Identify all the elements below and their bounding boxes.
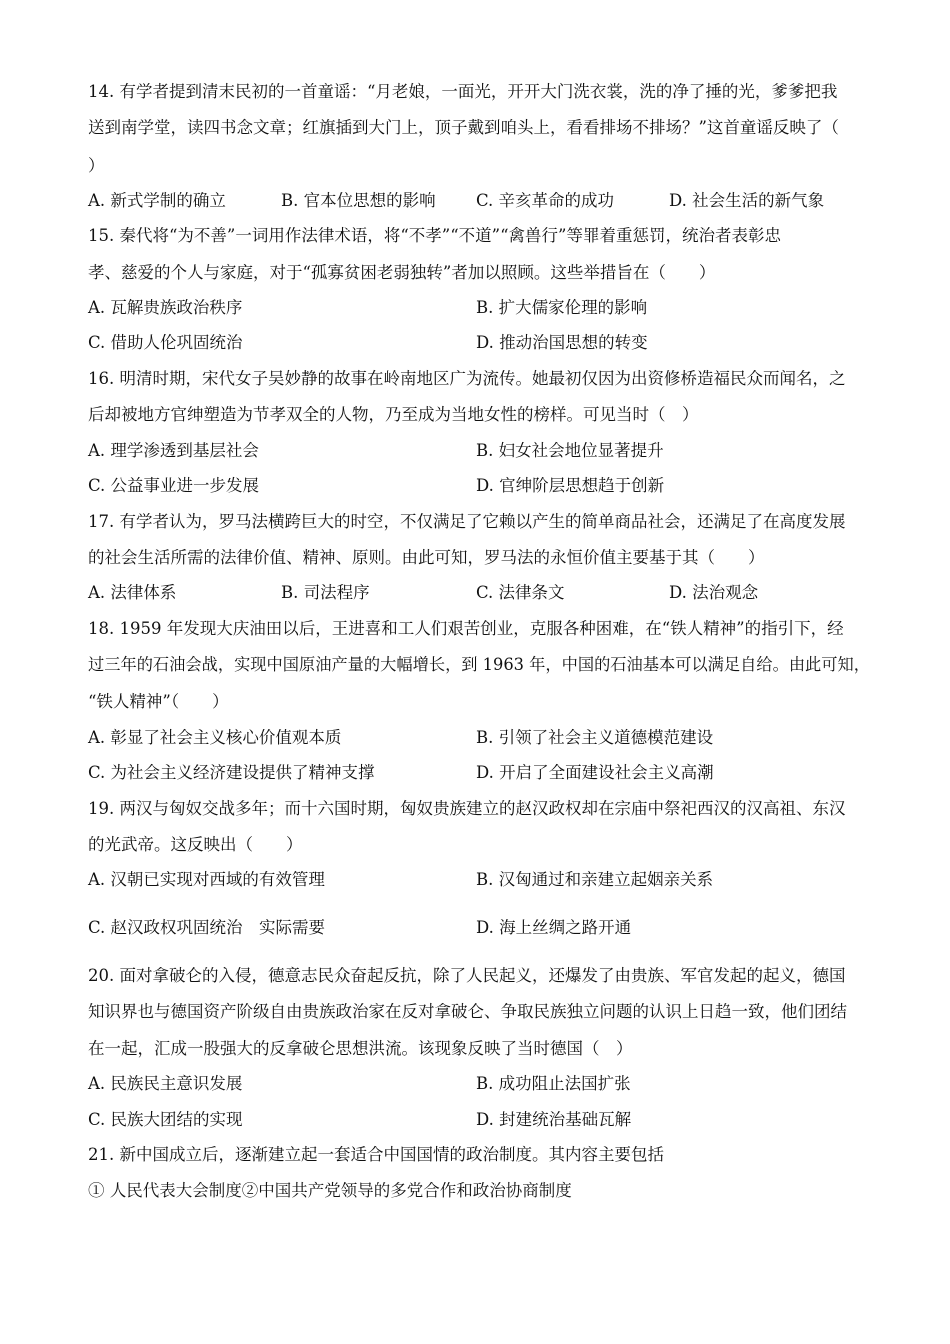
question-19-line-1: 19. 两汉与匈奴交战多年；而十六国时期，匈奴贵族建立的赵汉政权却在宗庙中祭祀西汉的汉高祖、东汉 <box>88 799 846 818</box>
question-17-option-d: D. 法治观念 <box>669 583 759 602</box>
question-14-option-d: D. 社会生活的新气象 <box>669 191 825 210</box>
question-17-option-b: B. 司法程序 <box>281 583 370 602</box>
question-16-line-1: 16. 明清时期，宋代女子吴妙静的故事在岭南地区广为流传。她最初仅因为出资修桥造福民众而闻名，之 <box>88 369 846 388</box>
question-18-option-d: D. 开启了全面建设社会主义高潮 <box>476 763 714 782</box>
question-16-line-2: 后却被地方官绅塑造为节孝双全的人物，乃至成为当地女性的榜样。可见当时（ ） <box>88 405 699 424</box>
question-18-line-3: “铁人精神”（ ） <box>88 692 229 711</box>
question-16-option-c: C. 公益事业进一步发展 <box>88 476 260 495</box>
question-19-option-a: A. 汉朝已实现对西域的有效管理 <box>88 870 325 889</box>
question-20-option-a: A. 民族民主意识发展 <box>88 1074 243 1093</box>
question-17-line-2: 的社会生活所需的法律价值、精神、原则。由此可知，罗马法的永恒价值主要基于其（ ） <box>88 548 765 567</box>
question-18-line-2: 过三年的石油会战，实现中国原油产量的大幅增长，到 1963 年，中国的石油基本可以满足自给。由此可知， <box>88 655 870 674</box>
question-20-line-1: 20. 面对拿破仑的入侵，德意志民众奋起反抗，除了人民起义，还爆发了由贵族、军官发起的起义，德国 <box>88 966 846 985</box>
question-14-option-c: C. 辛亥革命的成功 <box>476 191 615 210</box>
question-14-option-b: B. 官本位思想的影响 <box>281 191 436 210</box>
question-18-option-b: B. 引领了社会主义道德模范建设 <box>476 728 714 747</box>
question-20-option-c: C. 民族大团结的实现 <box>88 1110 243 1129</box>
question-15-line-1: 15. 秦代将“为不善”一词用作法律术语，将“不孝”“不道”“禽兽行”等罪着重惩罚，统治者表彰忠 <box>88 226 781 245</box>
question-20-option-b: B. 成功阻止法国扩张 <box>476 1074 631 1093</box>
question-17-option-c: C. 法律条文 <box>476 583 565 602</box>
question-19-option-b: B. 汉匈通过和亲建立起姻亲关系 <box>476 870 714 889</box>
question-16-option-a: A. 理学渗透到基层社会 <box>88 441 259 460</box>
question-15-option-a: A. 瓦解贵族政治秩序 <box>88 298 243 317</box>
question-17-line-1: 17. 有学者认为，罗马法横跨巨大的时空，不仅满足了它赖以产生的简单商品社会，还满足了在高度发展 <box>88 512 846 531</box>
question-14-option-a: A. 新式学制的确立 <box>88 191 226 210</box>
question-17-option-a: A. 法律体系 <box>88 583 177 602</box>
question-19-option-c: C. 赵汉政权巩固统治 实际需要 <box>88 918 326 937</box>
question-18-option-c: C. 为社会主义经济建设提供了精神支撑 <box>88 763 375 782</box>
question-15-option-d: D. 推动治国思想的转变 <box>476 333 648 352</box>
question-21-line-1: 21. 新中国成立后，逐渐建立起一套适合中国国情的政治制度。其内容主要包括 <box>88 1145 664 1164</box>
question-15-option-c: C. 借助人伦巩固统治 <box>88 333 243 352</box>
question-19-line-2: 的光武帝。这反映出（ ） <box>88 835 303 854</box>
question-14-line-1: 14. 有学者提到清末民初的一首童谣：“月老娘，一面光，开开大门洗衣裳，洗的净了捶的光，爹爹把我 <box>88 82 838 101</box>
question-14-line-3: ） <box>88 156 105 175</box>
question-15-line-2: 孝、慈爱的个人与家庭，对于“孤寡贫困老弱独转”者加以照顾。这些举措旨在（ ） <box>88 263 716 282</box>
question-18-line-1: 18. 1959 年发现大庆油田以后，王进喜和工人们艰苦创业，克服各种困难，在“铁人精神”的指引下，经 <box>88 619 844 638</box>
question-20-line-2: 知识界也与德国资产阶级自由贵族政治家在反对拿破仑、争取民族独立问题的认识上日趋一致，他们团结 <box>88 1002 847 1021</box>
question-18-option-a: A. 彰显了社会主义核心价值观本质 <box>88 728 342 747</box>
question-16-option-b: B. 妇女社会地位显著提升 <box>476 441 664 460</box>
question-21-line-2: ① 人民代表大会制度②中国共产党领导的多党合作和政治协商制度 <box>88 1181 572 1200</box>
question-20-option-d: D. 封建统治基础瓦解 <box>476 1110 632 1129</box>
question-14-line-2: 送到南学堂，读四书念文章；红旗插到大门上，顶子戴到咱头上，看看排场不排场？”这首童谣反映了（ <box>88 118 839 137</box>
question-15-option-b: B. 扩大儒家伦理的影响 <box>476 298 648 317</box>
question-16-option-d: D. 官绅阶层思想趋于创新 <box>476 476 665 495</box>
question-20-line-3: 在一起，汇成一股强大的反拿破仑思想洪流。该现象反映了当时德国（ ） <box>88 1039 633 1058</box>
question-19-option-d: D. 海上丝绸之路开通 <box>476 918 632 937</box>
